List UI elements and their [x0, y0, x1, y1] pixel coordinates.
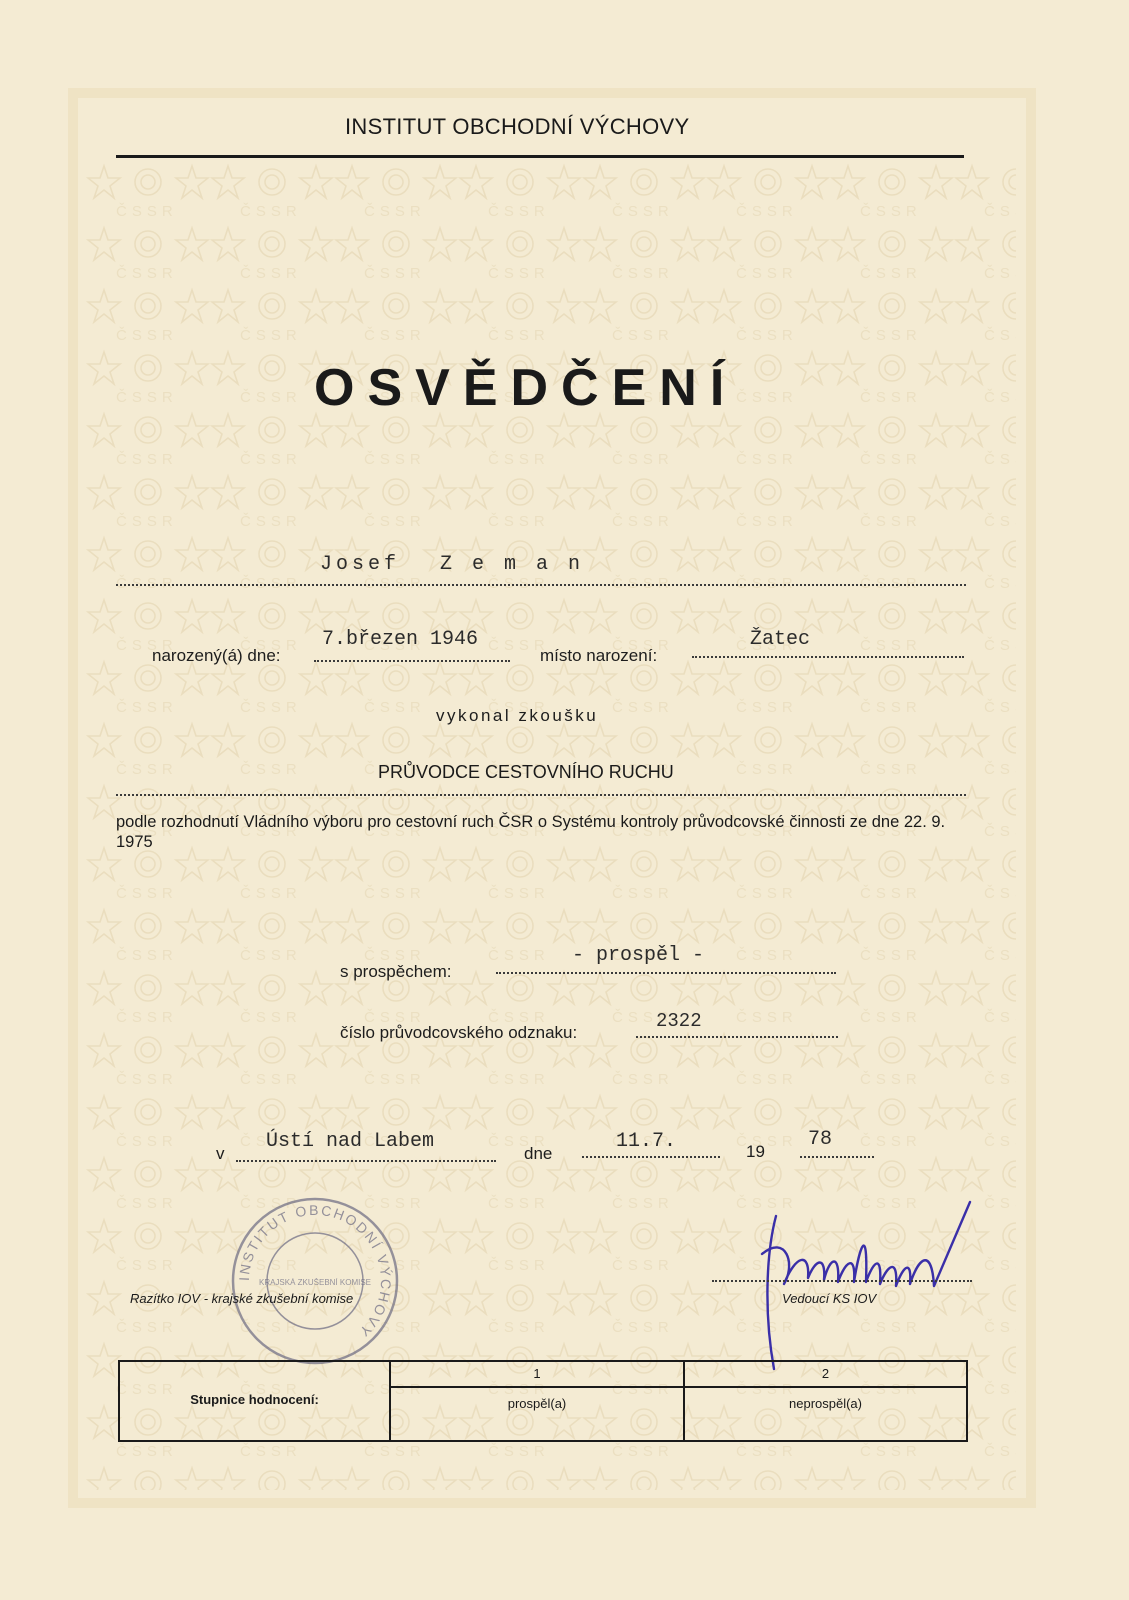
grading-scale-title-cell	[120, 1362, 391, 1440]
institute-name: INSTITUT OBCHODNÍ VÝCHOVY	[345, 114, 690, 139]
holder-last-name: Z e m a n	[440, 553, 585, 576]
birth-date-label: narozený(á) dne:	[152, 646, 281, 665]
birth-place-dotted-line	[692, 656, 964, 658]
header-rule	[116, 155, 964, 158]
stamp-label: Razítko IOV - krajské zkušební komise	[130, 1291, 354, 1306]
signature-dotted-line	[712, 1280, 972, 1282]
issue-place-label: v	[216, 1144, 225, 1163]
holder-name	[320, 553, 584, 576]
grade-cell-1	[391, 1362, 685, 1440]
birth-place-value: Žatec	[750, 628, 811, 651]
issue-place-dotted-line	[236, 1160, 496, 1162]
result-label: s prospěchem:	[340, 962, 452, 981]
birth-place-label: místo narození:	[540, 646, 658, 665]
grading-scale-table	[118, 1360, 968, 1442]
grade-label: prospěl(a)	[507, 1396, 567, 1411]
exam-name: PRŮVODCE CESTOVNÍHO RUCHU	[378, 762, 674, 782]
exam-passed-text: vykonal zkoušku	[436, 706, 599, 725]
decision-text: podle rozhodnutí Vládního výboru pro cestovní ruch ČSR o Systému kontroly průvodcovské činnosti ze dne 22. 9. 1975	[116, 813, 946, 851]
grade-cell-2	[685, 1362, 966, 1440]
signature-label: Vedoucí KS IOV	[782, 1291, 877, 1306]
result-dotted-line	[496, 972, 836, 974]
name-dotted-line	[116, 584, 966, 586]
svg-text:INSTITUT OBCHODNÍ VÝCHOVY: INSTITUT OBCHODNÍ VÝCHOVY	[235, 1201, 395, 1342]
issue-date-label: dne	[524, 1144, 553, 1163]
birth-date-dotted-line	[314, 660, 510, 662]
result-value: - prospěl -	[572, 944, 705, 967]
svg-text:KRAJSKÁ ZKUŠEBNÍ KOMISE: KRAJSKÁ ZKUŠEBNÍ KOMISE	[258, 1278, 372, 1287]
badge-dotted-line	[636, 1036, 838, 1038]
document-title: OSVĚDČENÍ	[314, 359, 738, 417]
issue-date-value: 11.7.	[616, 1130, 677, 1153]
grading-scale-title: Stupnice hodnocení:	[190, 1392, 319, 1407]
grade-number: 1	[391, 1362, 683, 1388]
issue-place-value: Ústí nad Labem	[266, 1130, 435, 1153]
grade-number: 2	[685, 1362, 966, 1388]
birth-date-value: 7.březen 1946	[322, 628, 479, 651]
official-stamp	[226, 1192, 404, 1370]
holder-first-name: Josef	[320, 553, 401, 576]
issue-year-prefix: 19	[746, 1142, 765, 1161]
issue-date-dotted-line	[582, 1156, 720, 1158]
signature	[756, 1194, 976, 1374]
issue-year-value: 78	[808, 1128, 833, 1151]
badge-number-value: 2322	[656, 1010, 702, 1032]
issue-year-dotted-line	[800, 1156, 874, 1158]
exam-dotted-line	[116, 794, 966, 796]
badge-number-label: číslo průvodcovského odznaku:	[340, 1023, 578, 1042]
grade-label: neprospěl(a)	[789, 1396, 862, 1411]
